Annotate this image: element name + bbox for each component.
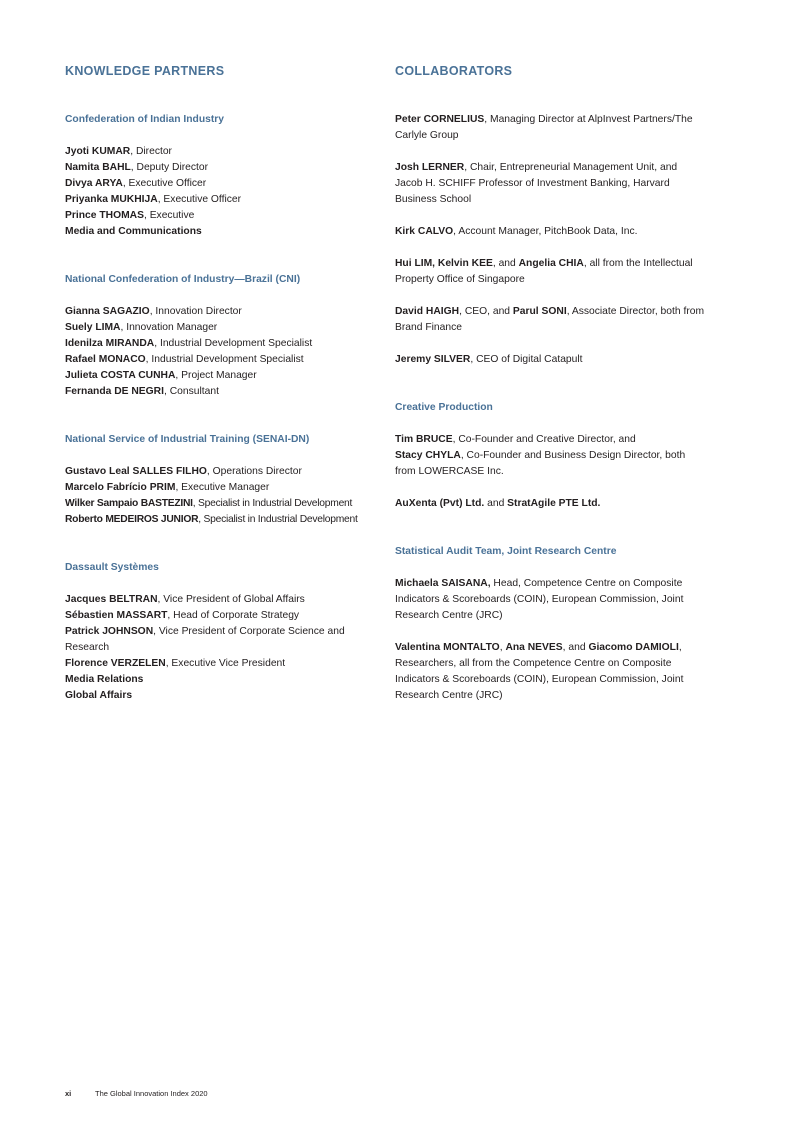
list-item: Namita BAHL, Deputy Director [65, 162, 209, 173]
list-item: Global Affairs [65, 690, 133, 701]
list-item: Gianna SAGAZIO, Innovation Director [65, 306, 242, 317]
list-item: Peter CORNELIUS, Managing Director at AlpInvest Partners/The Carlyle Group [395, 114, 693, 141]
page-footer [65, 1088, 208, 1100]
column-title: COLLABORATORS [395, 64, 513, 78]
list-item: Gustavo Leal SALLES FILHO, Operations Director [65, 466, 302, 477]
list-item: Patrick JOHNSON, Vice President of Corporate Science and Research [65, 626, 345, 653]
list-item: AuXenta (Pvt) Ltd. and StratAgile PTE Ltd. [395, 498, 601, 509]
list-item: Fernanda DE NEGRI, Consultant [65, 386, 219, 397]
entry-list [65, 592, 385, 704]
partner-section [65, 560, 385, 704]
list-item: Jeremy SILVER, CEO of Digital Catapult [395, 354, 583, 365]
partner-section [65, 432, 385, 528]
partner-section [65, 112, 385, 240]
collaborators-column [395, 62, 715, 704]
section-heading: National Confederation of Industry—Brazil (CNI) [65, 274, 301, 285]
list-item: David HAIGH, CEO, and Parul SONI, Associate Director, both from Brand Finance [395, 306, 705, 333]
list-item: Tim BRUCE, Co-Founder and Creative Director, and Stacy CHYLA, Co-Founder and Business Design Director, both from LOWERCASE Inc. [395, 434, 686, 477]
list-item: Florence VERZELEN, Executive Vice President [65, 658, 286, 669]
list-item: Marcelo Fabrício PRIM, Executive Manager [65, 482, 270, 493]
list-item: Idenilza MIRANDA, Industrial Development Specialist [65, 338, 313, 349]
list-item: Media Relations [65, 674, 144, 685]
entry-list [65, 144, 385, 240]
list-item: Divya ARYA, Executive Officer [65, 178, 207, 189]
list-item: Prince THOMAS, Executive [65, 210, 195, 221]
list-item: Sébastien MASSART, Head of Corporate Strategy [65, 610, 300, 621]
section-heading: National Service of Industrial Training (SENAI-DN) [65, 434, 310, 445]
list-item: Jyoti KUMAR, Director [65, 146, 172, 157]
section-heading: Statistical Audit Team, Joint Research Centre [395, 546, 617, 557]
section-heading: Confederation of Indian Industry [65, 114, 225, 125]
audit-team-section [395, 544, 715, 704]
section-heading: Dassault Systèmes [65, 562, 159, 573]
list-item: Roberto MEDEIROS JUNIOR, Specialist in Industrial Development [65, 514, 358, 525]
list-item: Hui LIM, Kelvin KEE, and Angelia CHIA, all from the Intellectual Property Office of Singapore [395, 258, 693, 285]
collaborator-list [395, 112, 715, 368]
creative-production-section [395, 400, 715, 512]
list-item: Kirk CALVO, Account Manager, PitchBook Data, Inc. [395, 226, 638, 237]
entry-list [65, 464, 385, 528]
publication-title: The Global Innovation Index 2020 [95, 1089, 208, 1098]
partner-section [65, 272, 385, 400]
page-number: xi [65, 1089, 72, 1098]
section-heading: Creative Production [395, 402, 493, 413]
knowledge-partners-column [65, 62, 385, 704]
list-item: Wilker Sampaio BASTEZINI, Specialist in Industrial Development [65, 498, 353, 509]
list-item: Michaela SAISANA, Head, Competence Centre on Composite Indicators & Scoreboards (COIN), European Commission, Joint Research Centre (JRC) [395, 578, 684, 621]
list-item: Valentina MONTALTO, Ana NEVES, and Giacomo DAMIOLI, Researchers, all from the Competence Centre on Composite Indicators & Scoreboards (COIN), European Commission, Joint Research Centre (JRC) [395, 642, 684, 701]
column-title: KNOWLEDGE PARTNERS [65, 64, 225, 78]
list-item: Media and Communications [65, 226, 202, 237]
entry-list [65, 304, 385, 400]
list-item: Priyanka MUKHIJA, Executive Officer [65, 194, 242, 205]
list-item: Rafael MONACO, Industrial Development Specialist [65, 354, 304, 365]
list-item: Josh LERNER, Chair, Entrepreneurial Management Unit, and Jacob H. SCHIFF Professor of Investment Banking, Harvard Business School [395, 162, 678, 205]
list-item: Suely LIMA, Innovation Manager [65, 322, 218, 333]
list-item: Julieta COSTA CUNHA, Project Manager [65, 370, 257, 381]
list-item: Jacques BELTRAN, Vice President of Global Affairs [65, 594, 305, 605]
